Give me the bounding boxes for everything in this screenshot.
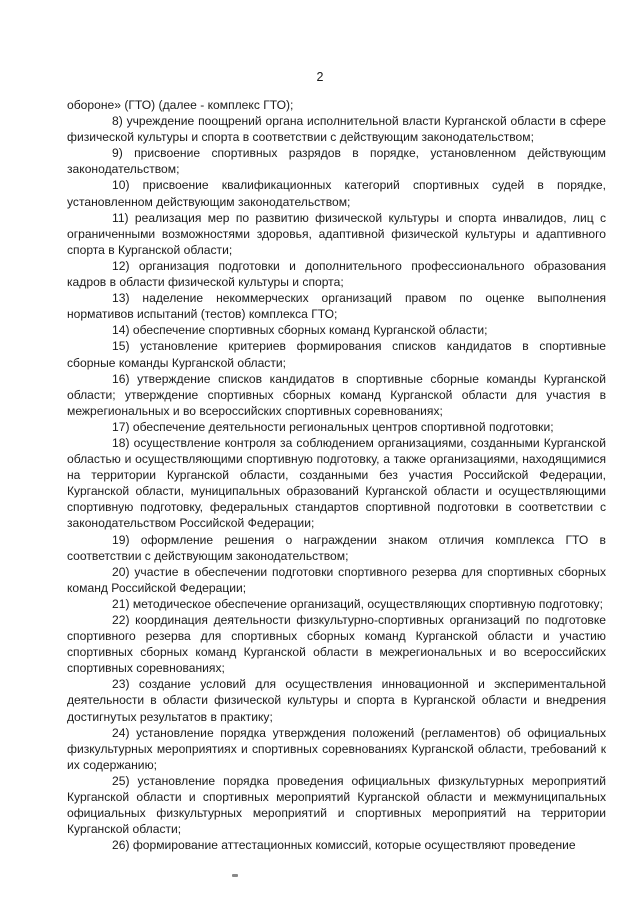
list-item-22: 22) координация деятельности физкультурно-спортивных организаций по подготовке спортивного резерва для спортивных сборных команд Курганской области и участию спортивных сборных команд Курганской области в межрегиональных и во всероссийских спортивных соревнованиях;	[67, 613, 606, 676]
list-item-12: 12) организация подготовки и дополнительного профессионального образования кадров в области физической культуры и спорта;	[67, 258, 606, 290]
list-item-15: 15) установление критериев формирования списков кандидатов в спортивные сборные команды Курганской области;	[67, 339, 606, 370]
paragraph-continuation: обороне» (ГТО) (далее - комплекс ГТО);	[67, 98, 294, 112]
document-body	[67, 97, 606, 853]
list-item-11: 11) реализация мер по развитию физической культуры и спорта инвалидов, лиц с ограниченными возможностями здоровья, адаптивной физической культуры и адаптивного спорта в Курганской области;	[67, 210, 606, 257]
page-number: 2	[316, 70, 324, 84]
list-item-26: 26) формирование аттестационных комиссий, которые осуществляют проведение	[112, 838, 576, 853]
list-item-14: 14) обеспечение спортивных сборных команд Курганской области;	[112, 323, 488, 338]
list-item-17: 17) обеспечение деятельности региональных центров спортивной подготовки;	[112, 419, 554, 434]
list-item-25: 25) установление порядка проведения официальных физкультурных мероприятий Курганской области и спортивных мероприятий Курганской области и межмуниципальных официальных физкультурных мероприятий и спортивных мероприятий на территории Курганской области;	[67, 773, 606, 837]
list-item-18: 18) осуществление контроля за соблюдением организациями, созданными Курганской областью и осуществляющими спортивную подготовку, а также организациями, находящимися на территории Курганской области, созданными без участия Российской Федерации, Курганской области, муниципальных образований Курганской области и осуществляющими спортивную подготовку, федеральных стандартов спортивной подготовки в соответствии с законодательством Российской Федерации;	[67, 435, 606, 531]
list-item-8: 8) учреждение поощрений органа исполнительной власти Курганской области в сфере физической культуры и спорта в соответствии с действующим законодательством;	[67, 114, 606, 145]
list-item-19: 19) оформление решения о награждении знаком отличия комплекса ГТО в соответствии с действующим законодательством;	[67, 532, 606, 563]
list-item-9: 9) присвоение спортивных разрядов в порядке, установленном действующим законодательством;	[67, 146, 606, 177]
list-item-10: 10) присвоение квалификационных категорий спортивных судей в порядке, установленном действующим законодательством;	[67, 178, 606, 209]
list-item-16: 16) утверждение списков кандидатов в спортивные сборные команды Курганской области; утверждение спортивных сборных команд Курганской области для участия в межрегиональных и во всероссийских спортивных соревнованиях;	[67, 371, 606, 418]
list-item-21: 21) методическое обеспечение организаций, осуществляющих спортивную подготовку;	[112, 596, 603, 611]
list-item-23: 23) создание условий для осуществления инновационной и экспериментальной деятельности в области физической культуры и спорта в Курганской области и внедрения достигнутых результатов в практику;	[67, 677, 606, 724]
list-item-13: 13) наделение некоммерческих организаций правом по оценке выполнения нормативов испытаний (тестов) комплекса ГТО;	[67, 291, 606, 322]
list-item-20: 20) участие в обеспечении подготовки спортивного резерва для спортивных сборных команд Российской Федерации;	[67, 564, 606, 595]
list-item-24: 24) установление порядка утверждения положений (регламентов) об официальных физкультурных мероприятиях и спортивных соревнованиях Курганской области, требований к их содержанию;	[67, 725, 606, 772]
scan-artifact	[232, 874, 238, 877]
